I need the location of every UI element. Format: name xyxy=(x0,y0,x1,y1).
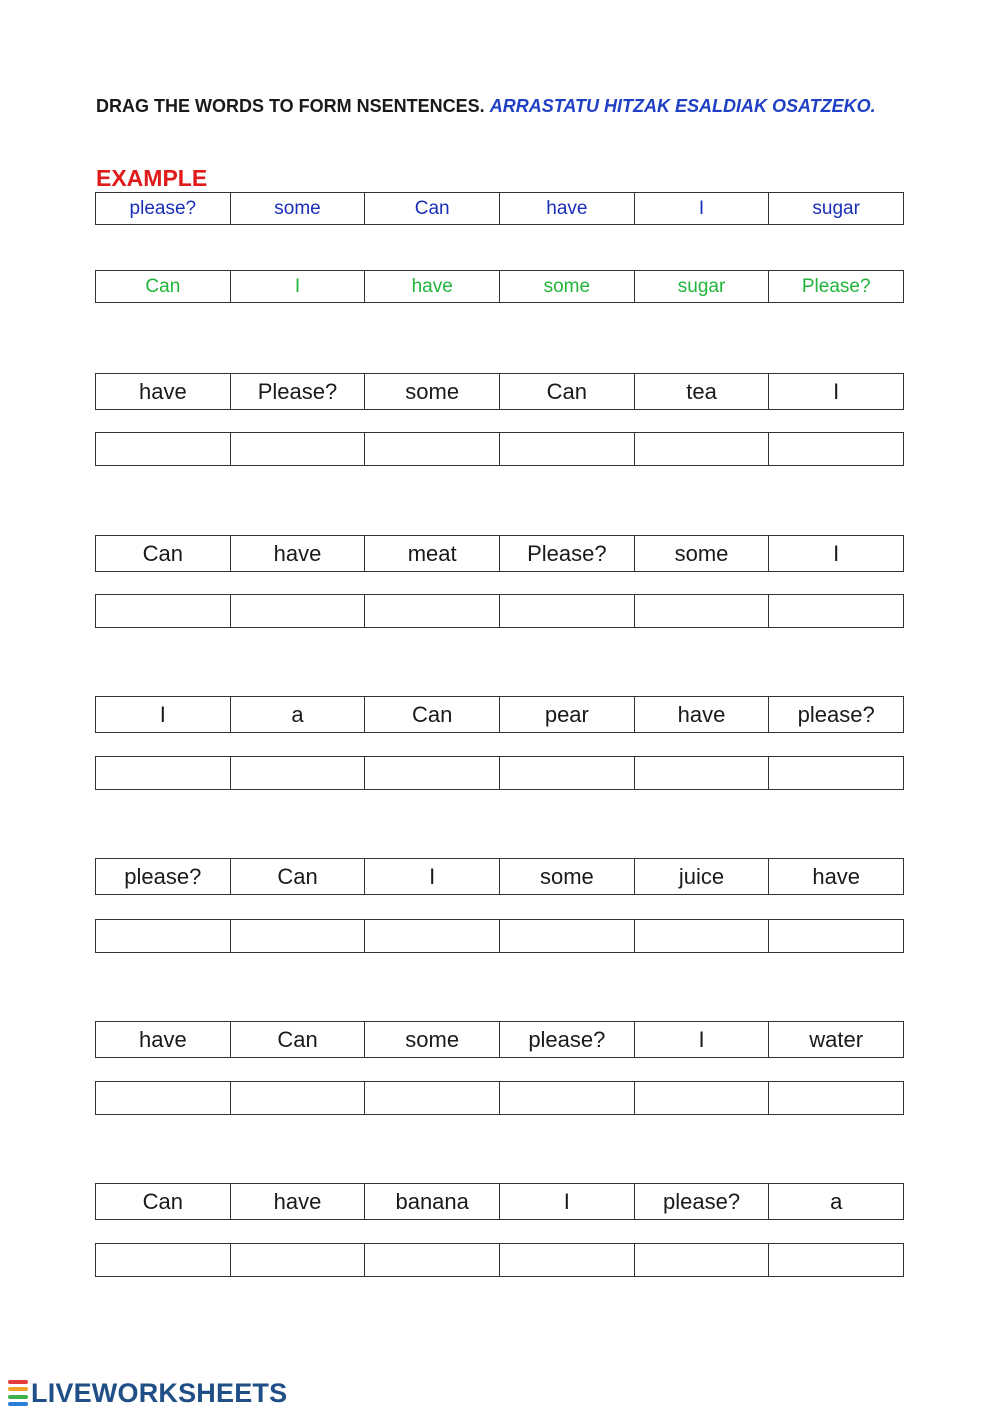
example-answer-word: Can xyxy=(96,271,231,302)
example-answer-word: some xyxy=(500,271,635,302)
draggable-word[interactable]: some xyxy=(365,1022,500,1057)
drop-slot[interactable] xyxy=(500,1244,635,1276)
draggable-word[interactable]: Can xyxy=(365,697,500,732)
draggable-word[interactable]: have xyxy=(96,1022,231,1057)
draggable-word[interactable]: have xyxy=(635,697,770,732)
draggable-word[interactable]: I xyxy=(365,859,500,894)
drop-slot[interactable] xyxy=(635,920,770,952)
draggable-word[interactable]: I xyxy=(500,1184,635,1219)
exercise-2-words-row xyxy=(95,535,904,572)
drop-slot[interactable] xyxy=(500,1082,635,1114)
drop-slot[interactable] xyxy=(96,757,231,789)
drop-slot[interactable] xyxy=(365,757,500,789)
drop-slot[interactable] xyxy=(635,757,770,789)
draggable-word[interactable]: some xyxy=(500,859,635,894)
example-word: please? xyxy=(96,193,231,224)
instructions xyxy=(96,95,896,118)
exercise-1-answer-row xyxy=(95,432,904,466)
draggable-word[interactable]: a xyxy=(830,1188,843,1214)
draggable-word[interactable]: pear xyxy=(500,697,635,732)
draggable-word[interactable]: Please? xyxy=(500,536,635,571)
exercise-5-words-row xyxy=(95,1021,904,1058)
draggable-word[interactable]: Can xyxy=(231,859,366,894)
logo-stripe xyxy=(8,1380,28,1384)
exercise-3-answer-row xyxy=(95,756,904,790)
logo-stripe xyxy=(8,1402,28,1406)
drop-slot[interactable] xyxy=(365,1082,500,1114)
drop-slot[interactable] xyxy=(231,1244,366,1276)
exercise-4-words-row xyxy=(95,858,904,895)
drop-slot[interactable] xyxy=(96,433,231,465)
drop-slot[interactable] xyxy=(231,757,366,789)
draggable-word[interactable]: juice xyxy=(635,859,770,894)
drop-slot[interactable] xyxy=(365,595,500,627)
draggable-word[interactable]: Please? xyxy=(231,374,366,409)
draggable-word[interactable]: some xyxy=(365,374,500,409)
drop-slot[interactable] xyxy=(231,433,366,465)
drop-slot[interactable] xyxy=(96,595,231,627)
drop-slot[interactable] xyxy=(96,1244,231,1276)
drop-slot[interactable] xyxy=(96,1082,231,1114)
draggable-word[interactable]: water xyxy=(809,1026,864,1052)
drop-slot[interactable] xyxy=(500,757,635,789)
drop-slot[interactable] xyxy=(365,920,500,952)
draggable-word[interactable]: Can xyxy=(500,374,635,409)
draggable-word[interactable]: Can xyxy=(96,1184,231,1219)
drop-slot[interactable] xyxy=(769,1244,903,1276)
logo-text: LIVEWORKSHEETS xyxy=(31,1378,288,1408)
drop-slot[interactable] xyxy=(769,920,903,952)
draggable-word[interactable]: I xyxy=(635,1022,770,1057)
exercise-6-words-row xyxy=(95,1183,904,1220)
drop-slot[interactable] xyxy=(769,1082,903,1114)
example-word: Can xyxy=(365,193,500,224)
draggable-word[interactable]: some xyxy=(635,536,770,571)
draggable-word[interactable]: tea xyxy=(635,374,770,409)
drop-slot[interactable] xyxy=(769,433,903,465)
logo-stripe xyxy=(8,1395,28,1399)
drop-slot[interactable] xyxy=(231,595,366,627)
example-word: have xyxy=(500,193,635,224)
drop-slot[interactable] xyxy=(635,595,770,627)
exercise-2-answer-row xyxy=(95,594,904,628)
instruction-english: DRAG THE WORDS TO FORM NSENTENCES. xyxy=(96,96,485,116)
draggable-word[interactable]: a xyxy=(231,697,366,732)
draggable-word[interactable]: meat xyxy=(365,536,500,571)
liveworksheets-logo[interactable] xyxy=(8,1378,287,1408)
draggable-word[interactable]: have xyxy=(231,536,366,571)
example-answer-row xyxy=(95,270,904,303)
exercise-4-answer-row xyxy=(95,919,904,953)
draggable-word[interactable]: have xyxy=(96,374,231,409)
logo-stripe xyxy=(8,1387,28,1391)
drop-slot[interactable] xyxy=(231,1082,366,1114)
example-scrambled-row xyxy=(95,192,904,225)
drop-slot[interactable] xyxy=(365,1244,500,1276)
example-answer-word: I xyxy=(231,271,366,302)
drop-slot[interactable] xyxy=(635,1244,770,1276)
drop-slot[interactable] xyxy=(500,920,635,952)
drop-slot[interactable] xyxy=(231,920,366,952)
example-word: sugar xyxy=(812,197,860,219)
draggable-word[interactable]: please? xyxy=(500,1022,635,1057)
liveworksheets-logo-icon xyxy=(8,1380,28,1406)
draggable-word[interactable]: please? xyxy=(96,859,231,894)
example-word: I xyxy=(635,193,770,224)
draggable-word[interactable]: have xyxy=(231,1184,366,1219)
example-answer-word: sugar xyxy=(635,271,770,302)
exercise-3-words-row xyxy=(95,696,904,733)
draggable-word[interactable]: banana xyxy=(365,1184,500,1219)
exercise-6-answer-row xyxy=(95,1243,904,1277)
drop-slot[interactable] xyxy=(96,920,231,952)
drop-slot[interactable] xyxy=(365,433,500,465)
example-word: some xyxy=(231,193,366,224)
drop-slot[interactable] xyxy=(635,433,770,465)
drop-slot[interactable] xyxy=(769,757,903,789)
drop-slot[interactable] xyxy=(500,433,635,465)
draggable-word[interactable]: have xyxy=(812,863,861,889)
example-answer-word: have xyxy=(365,271,500,302)
example-heading: EXAMPLE xyxy=(96,165,208,191)
draggable-word[interactable]: I xyxy=(96,697,231,732)
drop-slot[interactable] xyxy=(635,1082,770,1114)
drop-slot[interactable] xyxy=(500,595,635,627)
draggable-word[interactable]: Can xyxy=(96,536,231,571)
instruction-basque: ARRASTATU HITZAK ESALDIAK OSATZEKO. xyxy=(489,96,876,116)
example-answer-word: Please? xyxy=(801,275,871,297)
drop-slot[interactable] xyxy=(769,595,903,627)
exercise-1-words-row xyxy=(95,373,904,410)
draggable-word[interactable]: please? xyxy=(797,701,875,727)
exercise-5-answer-row xyxy=(95,1081,904,1115)
draggable-word[interactable]: I xyxy=(833,378,840,404)
draggable-word[interactable]: please? xyxy=(635,1184,770,1219)
draggable-word[interactable]: I xyxy=(833,540,840,566)
draggable-word[interactable]: Can xyxy=(231,1022,366,1057)
